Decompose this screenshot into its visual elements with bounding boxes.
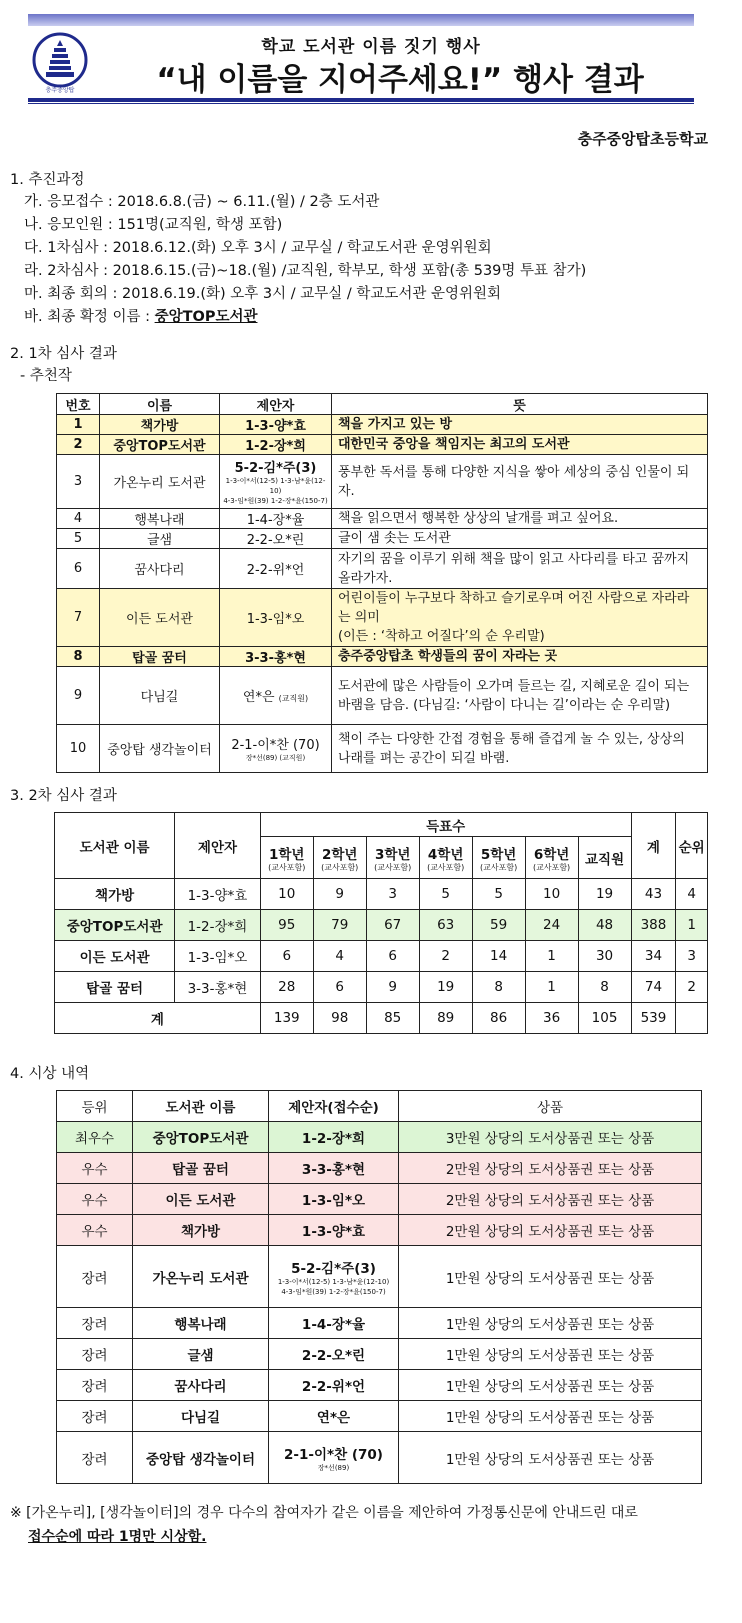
proposer-note: 장*선(89) (교직원): [245, 754, 306, 762]
proposer-main: 5-2-김*주(3): [234, 461, 317, 476]
vote-cell: 24: [525, 910, 578, 941]
vote-cell: 19: [419, 972, 472, 1003]
logo-text: 충주중앙탑: [45, 87, 75, 94]
col-header: 등위: [57, 1091, 133, 1122]
proposer-note: 1-3-이*서(12-5) 1-3-남*윤(12-10): [277, 1277, 390, 1286]
award-name: 가온누리 도서관: [133, 1246, 269, 1308]
table-row: [55, 879, 708, 910]
award-prize: 1만원 상당의 도서상품권 또는 상품: [399, 1308, 702, 1339]
table-row: [55, 972, 708, 1003]
award-name: 중앙TOP도서관: [133, 1122, 269, 1153]
school-name: 충주중앙탑초등학교: [577, 130, 708, 148]
final-prefix: 바. 최종 확정 이름 :: [24, 309, 155, 325]
award-prize: 1만원 상당의 도서상품권 또는 상품: [399, 1339, 702, 1370]
row-proposer: 2-2-오*린: [220, 529, 332, 549]
award-prize: 2만원 상당의 도서상품권 또는 상품: [399, 1184, 702, 1215]
award-proposer: 1-3-양*효: [269, 1215, 399, 1246]
rank-cell: 3: [676, 941, 708, 972]
row-meaning: 풍부한 독서를 통해 다양한 지식을 쌓아 세상의 중심 인물이 되자.: [332, 455, 708, 509]
total-cell: 388: [631, 910, 676, 941]
vote-cell: 10: [260, 879, 313, 910]
sum-row: [55, 1003, 708, 1034]
row-meaning: [332, 589, 708, 647]
page-subtitle: 학교 도서관 이름 짓기 행사: [261, 37, 481, 57]
table-row: [57, 1432, 702, 1484]
proposer-note: 4-3-임*원(39) 1-2-장*윤(150-7): [281, 1287, 386, 1296]
col-header: 번호: [57, 394, 100, 415]
row-meaning: 책을 읽으면서 행복한 상상의 날개를 펴고 싶어요.: [332, 509, 708, 529]
grade-header: [419, 837, 472, 879]
staff-header: 교직원: [578, 837, 631, 879]
award-proposer: 3-3-홍*현: [269, 1153, 399, 1184]
process-line: 마. 최종 회의 : 2018.6.19.(화) 오후 3시 / 교무실 / 학교도서관 운영위원회: [24, 286, 502, 302]
grade-note: (교사포함): [268, 863, 306, 872]
row-proposer: 1-3-임*오: [220, 589, 332, 647]
row-proposer: 1-4-장*율: [220, 509, 332, 529]
award-rank: 우수: [57, 1215, 133, 1246]
award-prize: 3만원 상당의 도서상품권 또는 상품: [399, 1122, 702, 1153]
table-row: [57, 1215, 702, 1246]
row-name: 이든 도서관: [100, 589, 220, 647]
awards-table: [56, 1090, 702, 1484]
row-proposer: 1-3-임*오: [175, 941, 261, 972]
col-header: 제안자(접수순): [269, 1091, 399, 1122]
table-row: [55, 941, 708, 972]
row-meaning: 대한민국 중앙을 책임지는 최고의 도서관: [332, 435, 708, 455]
page-title: “내 이름을 지어주세요!” 행사 결과: [156, 62, 644, 98]
col-header: 도서관 이름: [133, 1091, 269, 1122]
award-name: 중앙탑 생각놀이터: [133, 1432, 269, 1484]
proposer-note: 장*선(89): [317, 1463, 350, 1472]
table-row: [57, 1401, 702, 1432]
row-number: 7: [57, 589, 100, 647]
vote-cell: 9: [366, 972, 419, 1003]
grade-label: 2학년: [321, 847, 358, 863]
vote-cell: 19: [578, 879, 631, 910]
table-row: [57, 1153, 702, 1184]
row-proposer: 3-3-홍*현: [175, 972, 261, 1003]
row-proposer: 1-2-장*희: [175, 910, 261, 941]
award-proposer: 2-2-오*린: [269, 1339, 399, 1370]
grade-header: [472, 837, 525, 879]
row-name: 중앙탑 생각놀이터: [100, 725, 220, 773]
award-name: 행복나래: [133, 1308, 269, 1339]
row-meaning: 충주중앙탑초 학생들의 꿈이 자라는 곳: [332, 647, 708, 667]
table-row: [57, 1184, 702, 1215]
row-number: 3: [57, 455, 100, 509]
award-name: 꿈사다리: [133, 1370, 269, 1401]
row-proposer: [220, 725, 332, 773]
table-row: [57, 509, 708, 529]
award-prize: 1만원 상당의 도서상품권 또는 상품: [399, 1432, 702, 1484]
section-4-heading: 4. 시상 내역: [10, 1066, 90, 1082]
proposer-main: 5-2-김*주(3): [291, 1260, 376, 1277]
vote-cell: 9: [313, 879, 366, 910]
award-proposer: 2-2-위*언: [269, 1370, 399, 1401]
section-2-heading: 2. 1차 심사 결과: [10, 346, 117, 362]
table-row: [57, 1370, 702, 1401]
row-number: 6: [57, 549, 100, 589]
vote-cell: 67: [366, 910, 419, 941]
table-row: [57, 647, 708, 667]
header-divider: [28, 98, 694, 102]
vote-cell: 2: [419, 941, 472, 972]
grade-note: (교사포함): [427, 863, 465, 872]
sum-cell: 36: [525, 1003, 578, 1034]
vote-cell: 95: [260, 910, 313, 941]
table-row: [57, 1246, 702, 1308]
col-header-proposer: 제안자: [175, 813, 261, 879]
table-row: [57, 1122, 702, 1153]
vote-cell: 6: [260, 941, 313, 972]
table-row: [57, 1308, 702, 1339]
row-name: 탑골 꿈터: [55, 972, 175, 1003]
vote-cell: 59: [472, 910, 525, 941]
process-line: 라. 2차심사 : 2018.6.15.(금)~18.(월) /교직원, 학부모, 학생 포함(총 539명 투표 참가): [24, 263, 587, 279]
row-name: 행복나래: [100, 509, 220, 529]
col-header: 제안자: [220, 394, 332, 415]
vote-cell: 4: [313, 941, 366, 972]
sum-label: 계: [55, 1003, 261, 1034]
award-rank: 장려: [57, 1339, 133, 1370]
row-name: 탑골 꿈터: [100, 647, 220, 667]
row-name: 꿈사다리: [100, 549, 220, 589]
vote-cell: 48: [578, 910, 631, 941]
award-rank: 장려: [57, 1432, 133, 1484]
award-rank: 장려: [57, 1308, 133, 1339]
grade-label: 1학년: [269, 847, 305, 863]
row-number: 4: [57, 509, 100, 529]
vote-cell: 30: [578, 941, 631, 972]
table-row: [57, 435, 708, 455]
row-number: 10: [57, 725, 100, 773]
col-header: 이름: [100, 394, 220, 415]
col-header-total: 계: [631, 813, 676, 879]
header-divider-thin: [28, 103, 694, 104]
award-rank: 장려: [57, 1246, 133, 1308]
award-rank: 장려: [57, 1370, 133, 1401]
empty-cell: [676, 1003, 708, 1034]
award-proposer: 1-4-장*율: [269, 1308, 399, 1339]
proposer-note: (교직원): [278, 694, 309, 703]
table-row: [57, 415, 708, 435]
table-row: [57, 725, 708, 773]
grade-note: (교사포함): [374, 863, 412, 872]
table-row: [57, 667, 708, 725]
process-line-final: [24, 305, 257, 326]
vote-cell: 5: [419, 879, 472, 910]
footnote: ※ [가온누리], [생각놀이터]의 경우 다수의 참여자가 같은 이름을 제안하여 가정통신문에 안내드린 대로: [10, 1505, 638, 1521]
sum-cell: 139: [260, 1003, 313, 1034]
row-proposer: 1-3-양*효: [220, 415, 332, 435]
award-proposer: [269, 1432, 399, 1484]
grade-note: (교사포함): [480, 863, 518, 872]
vote-cell: 8: [578, 972, 631, 1003]
row-number: 1: [57, 415, 100, 435]
grade-header: [366, 837, 419, 879]
vote-cell: 6: [313, 972, 366, 1003]
award-rank: 장려: [57, 1401, 133, 1432]
row-name: 책가방: [55, 879, 175, 910]
award-prize: 2만원 상당의 도서상품권 또는 상품: [399, 1153, 702, 1184]
row-proposer: [220, 455, 332, 509]
vote-cell: 28: [260, 972, 313, 1003]
total-cell: 43: [631, 879, 676, 910]
row-name: 글샘: [100, 529, 220, 549]
vote-cell: 1: [525, 941, 578, 972]
award-rank: 우수: [57, 1153, 133, 1184]
second-review-table: [54, 812, 708, 1034]
process-line: 가. 응모접수 : 2018.6.8.(금) ~ 6.11.(월) / 2층 도서관: [24, 194, 380, 210]
rank-cell: 2: [676, 972, 708, 1003]
sum-cell: 86: [472, 1003, 525, 1034]
award-name: 탑골 꿈터: [133, 1153, 269, 1184]
award-proposer: [269, 1246, 399, 1308]
award-proposer: 연*은: [269, 1401, 399, 1432]
award-name: 글샘: [133, 1339, 269, 1370]
row-name: 중앙TOP도서관: [100, 435, 220, 455]
table-row: [55, 910, 708, 941]
section-3-heading: 3. 2차 심사 결과: [10, 788, 117, 804]
grade-label: 5학년: [480, 847, 517, 863]
sum-cell: 85: [366, 1003, 419, 1034]
vote-cell: 6: [366, 941, 419, 972]
row-proposer: 1-3-양*효: [175, 879, 261, 910]
table-row: [57, 589, 708, 647]
col-header-name: 도서관 이름: [55, 813, 175, 879]
row-number: 8: [57, 647, 100, 667]
vote-cell: 8: [472, 972, 525, 1003]
row-name: 가온누리 도서관: [100, 455, 220, 509]
table-row: [57, 549, 708, 589]
process-line: 다. 1차심사 : 2018.6.12.(화) 오후 3시 / 교무실 / 학교도서관 운영위원회: [24, 240, 492, 256]
grade-label: 6학년: [533, 847, 570, 863]
col-header-votes: 득표수: [260, 813, 631, 837]
sum-total-cell: 539: [631, 1003, 676, 1034]
grade-header: [260, 837, 313, 879]
row-number: 9: [57, 667, 100, 725]
vote-cell: 1: [525, 972, 578, 1003]
rank-cell: 1: [676, 910, 708, 941]
row-proposer: 3-3-홍*현: [220, 647, 332, 667]
vote-cell: 10: [525, 879, 578, 910]
award-rank: 최우수: [57, 1122, 133, 1153]
row-meaning: 책을 가지고 있는 방: [332, 415, 708, 435]
col-header: 뜻: [332, 394, 708, 415]
col-header-rank: 순위: [676, 813, 708, 879]
award-name: 이든 도서관: [133, 1184, 269, 1215]
row-proposer: 1-2-장*희: [220, 435, 332, 455]
grade-label: 4학년: [427, 847, 464, 863]
vote-cell: 3: [366, 879, 419, 910]
row-meaning: 책이 주는 다양한 간접 경험을 통해 즐겁게 놀 수 있는, 상상의 나래를 펴는 공간이 되길 바램.: [332, 725, 708, 773]
award-rank: 우수: [57, 1184, 133, 1215]
footnote-emphasis: 접수순에 따라 1명만 시상함.: [28, 1529, 207, 1545]
sum-cell: 89: [419, 1003, 472, 1034]
row-meaning: 도서관에 많은 사람들이 오가며 들르는 길, 지혜로운 길이 되는 바램을 담음. (다님길: ‘사람이 다니는 길’이라는 순 우리말): [332, 667, 708, 725]
meaning-text: (이든 : ‘착하고 어질다’의 순 우리말): [338, 629, 545, 644]
proposer-main: 2-1-이*찬 (70): [231, 738, 320, 753]
vote-cell: 63: [419, 910, 472, 941]
row-name: 이든 도서관: [55, 941, 175, 972]
row-meaning: 글이 샘 솟는 도서관: [332, 529, 708, 549]
grade-note: (교사포함): [321, 863, 359, 872]
proposer-main: 연*은: [242, 690, 275, 705]
grade-header: [525, 837, 578, 879]
award-prize: 1만원 상당의 도서상품권 또는 상품: [399, 1401, 702, 1432]
final-name: 중앙TOP도서관: [154, 309, 258, 325]
table-row: [57, 1339, 702, 1370]
row-name: 책가방: [100, 415, 220, 435]
award-name: 다님길: [133, 1401, 269, 1432]
proposer-main: 2-1-이*찬 (70): [284, 1446, 383, 1463]
award-proposer: 1-2-장*희: [269, 1122, 399, 1153]
row-proposer: 2-2-위*언: [220, 549, 332, 589]
grade-label: 3학년: [374, 847, 411, 863]
header-decoration-bar: [28, 14, 694, 26]
grade-note: (교사포함): [533, 863, 571, 872]
sum-cell: 105: [578, 1003, 631, 1034]
sum-cell: 98: [313, 1003, 366, 1034]
process-line: 나. 응모인원 : 151명(교직원, 학생 포함): [24, 217, 283, 233]
meaning-text: 어린이들이 누구보다 착하고 슬기로우며 어진 사람으로 자라라는 의미: [338, 591, 690, 625]
award-prize: 1만원 상당의 도서상품권 또는 상품: [399, 1370, 702, 1401]
row-meaning: 자기의 꿈을 이루기 위해 책을 많이 읽고 사다리를 타고 꿈까지 올라가자.: [332, 549, 708, 589]
vote-cell: 79: [313, 910, 366, 941]
award-prize: 1만원 상당의 도서상품권 또는 상품: [399, 1246, 702, 1308]
grade-header: [313, 837, 366, 879]
row-number: 5: [57, 529, 100, 549]
award-proposer: 1-3-임*오: [269, 1184, 399, 1215]
col-header: 상품: [399, 1091, 702, 1122]
award-name: 책가방: [133, 1215, 269, 1246]
total-cell: 34: [631, 941, 676, 972]
section-1-heading: 1. 추진과정: [10, 172, 85, 188]
rank-cell: 4: [676, 879, 708, 910]
award-prize: 2만원 상당의 도서상품권 또는 상품: [399, 1215, 702, 1246]
row-proposer: [220, 667, 332, 725]
proposer-note: 4-3-임*원(39) 1-2-장*윤(150-7): [223, 497, 328, 505]
vote-cell: 5: [472, 879, 525, 910]
first-review-table: [56, 393, 708, 773]
table-row: [57, 455, 708, 509]
row-number: 2: [57, 435, 100, 455]
proposer-note: 1-3-이*서(12-5) 1-3-남*윤(12-10): [225, 477, 326, 495]
table-row: [57, 529, 708, 549]
row-name: 중앙TOP도서관: [55, 910, 175, 941]
row-name: 다님길: [100, 667, 220, 725]
section-2-subheading: - 추천작: [20, 368, 72, 384]
vote-cell: 14: [472, 941, 525, 972]
total-cell: 74: [631, 972, 676, 1003]
